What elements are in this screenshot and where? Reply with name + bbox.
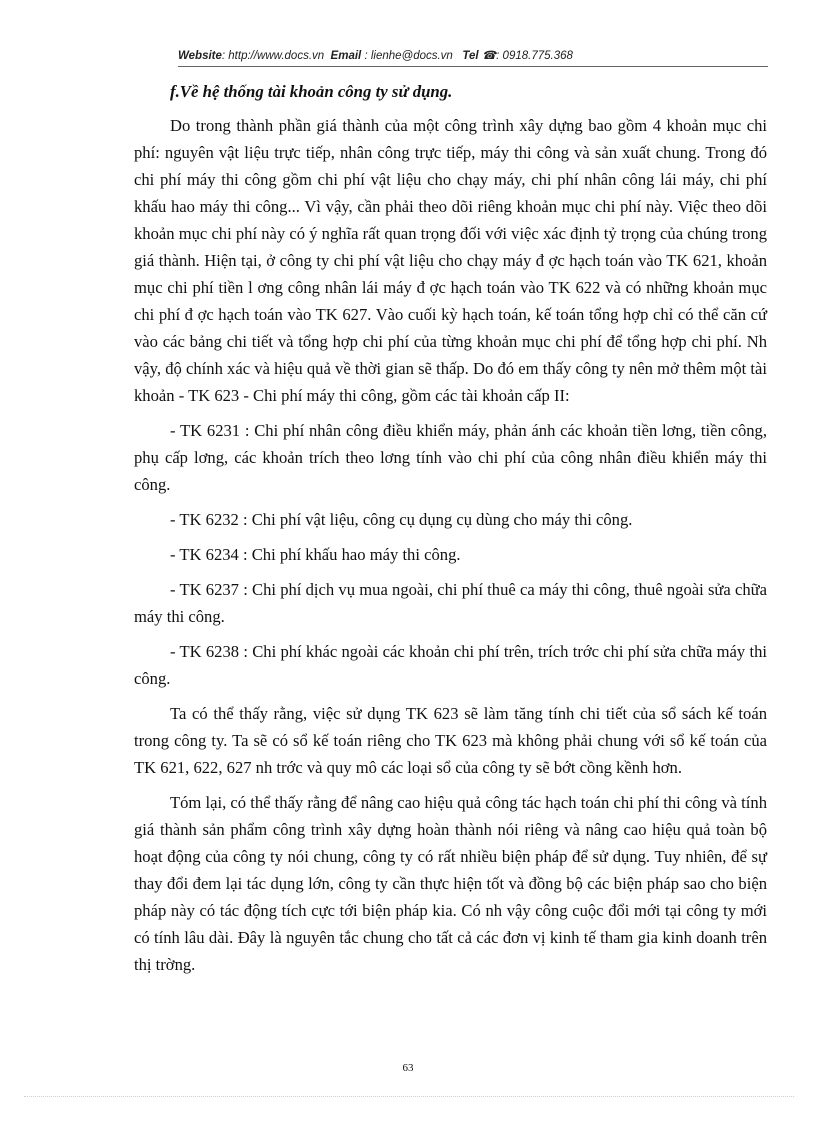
page-number: 63 <box>402 1062 414 1074</box>
tel-number: : 0918.775.368 <box>496 50 573 62</box>
tel-label: Tel <box>462 50 479 62</box>
section-heading: f.Về hệ thống tài khoản công ty sử dụng. <box>170 82 453 101</box>
header-divider <box>178 66 768 67</box>
paragraph-tk6237: - TK 6237 : Chi phí dịch vụ mua ngoài, chi phí thuê ca máy thi công, thuê ngoài sửa chữa máy thi công. <box>134 580 767 626</box>
paragraph-intro: Do trong thành phần giá thành của một công trình xây dựng bao gồm 4 khoản mục chi phí: nguyên vật liệu trực tiếp, nhân công trực tiếp, máy thi công và sản xuất chung. Trong đó chi phí máy thi công gồm chi phí vật liệu cho chạy máy, chi phí nhân công lái máy, chi phí khấu hao máy thi công... Vì vậy, cần phải theo dõi riêng khoản mục chi phí này. Việc theo dõi khoản mục chi phí này có ý nghĩa rất quan trọng đối với việc xác định tỷ trọng của chúng trong giá thành. Hiện tại, ở công ty chi phí vật liệu cho chạy máy đ ợc hạch toán vào TK 621, khoản mục chi phí tiền l ơng công nhân lái máy đ ợc hạch toán vào TK 622 và có những khoản mục chi phí đ ợc hạch toán vào TK 627. Vào cuối kỳ hạch toán, kế toán tổng hợp chỉ có thể căn cứ vào các bảng chi tiết và tổng hợp chi phí của từng khoản mục chi phí để tổng hợp chi phí. Nh vậy, độ chính xác và hiệu quả về thời gian sẽ thấp. Do đó em thấy công ty nên mở thêm một tài khoản - TK 623 - Chi phí máy thi công, gồm các tài khoản cấp II: <box>134 116 767 405</box>
paragraph-tk6234: - TK 6234 : Chi phí khấu hao máy thi công. <box>170 545 461 564</box>
website-url: : http://www.docs.vn <box>221 50 325 62</box>
paragraph-benefit: Ta có thể thấy rằng, việc sử dụng TK 623 sẽ làm tăng tính chi tiết của sổ sách kế toán trong công ty. Ta sẽ có sổ kế toán riêng cho TK 623 mà không phải chung với sổ kế toán của TK 621, 622, 627 nh trớc và quy mô các loại sổ của công ty sẽ bớt cồng kềnh hơn. <box>134 704 767 777</box>
paragraph-tk6238: - TK 6238 : Chi phí khác ngoài các khoản chi phí trên, trích trớc chi phí sửa chữa máy thi công. <box>134 642 767 688</box>
paragraph-tk6231: - TK 6231 : Chi phí nhân công điều khiển máy, phản ánh các khoản tiền lơng, tiền công, phụ cấp lơng, các khoản trích theo lơng tính vào chi phí của công nhân điều khiển máy thi công. <box>134 421 767 494</box>
paragraph-tk6232: - TK 6232 : Chi phí vật liệu, công cụ dụng cụ dùng cho máy thi công. <box>170 510 633 529</box>
document-body <box>134 78 767 986</box>
footer-dotted-line <box>24 1096 794 1097</box>
email-label: Email <box>330 50 362 62</box>
phone-icon: ☎ <box>481 50 497 62</box>
email-address: : lienhe@docs.vn <box>364 50 453 62</box>
page-header <box>178 48 738 62</box>
website-label: Website <box>178 50 222 62</box>
paragraph-conclusion: Tóm lại, có thể thấy rằng để nâng cao hiệu quả công tác hạch toán chi phí thi công và tính giá thành sản phẩm công trình xây dựng hoàn thành nói riêng và nâng cao hiệu quả toàn bộ hoạt động của công ty nói chung, công ty có rất nhiều biện pháp để sử dụng. Tuy nhiên, để sự thay đổi đem lại tác dụng lớn, công ty cần thực hiện tốt và đồng bộ các biện pháp sao cho biện pháp này có tác động tích cực tới biện pháp kia. Có nh vậy công cuộc đổi mới tại công ty mới có tính lâu dài. Đây là nguyên tắc chung cho tất cả các đơn vị kinh tế tham gia kinh doanh trên thị trờng. <box>134 793 767 974</box>
